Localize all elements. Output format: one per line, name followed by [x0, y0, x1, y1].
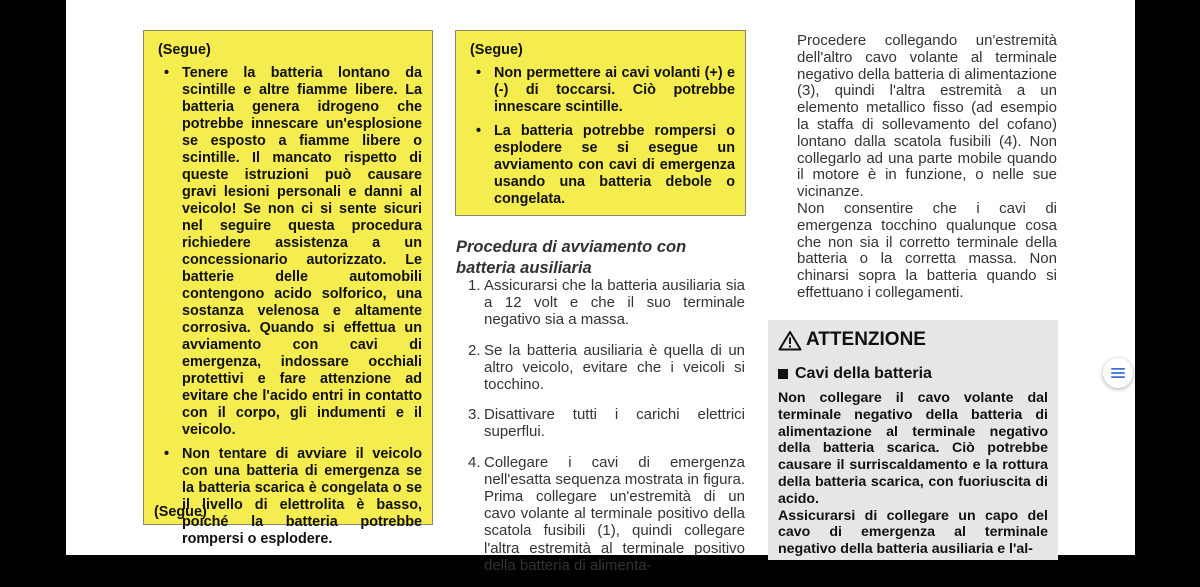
warning-list-2: [468, 65, 735, 208]
paragraph: Non consentire che i cavi di emergenza tocchino qualunque cosa che non sia il corretto terminale della batteria o la corretta massa. Non chinarsi sopra la batteria quando si effettuano i collegamenti.: [797, 199, 1057, 301]
attention-title-text: ATTENZIONE: [806, 329, 926, 350]
square-bullet-icon: [778, 369, 788, 379]
warning-box-2: [455, 30, 746, 216]
procedure-step: [468, 406, 745, 440]
step-text: Se la batteria ausiliaria è quella di un altro veicolo, evitare che i veicoli si tocchino.: [484, 341, 745, 394]
procedure-step: [468, 342, 745, 394]
step-number: 3.: [468, 406, 481, 424]
warning-item: • Tenere la batteria lontano da scintille e altre fiamme libere. La batteria genera idrogeno che potrebbe innescare un'esplosione se esposto a fiamme libere o scintille. Il mancato rispetto di queste istruzioni può causare gravi lesioni personali e danni al veicolo! Se non ci si sente sicuri nel seguire questa procedura richiedere assistenza a un concessionario autorizzato. Le batterie delle automobili contengono acido solforico, una sostanza velenosa e altamente corrosiva. Quando si effettua un avviamento con cavi di emergenza, indossare occhiali protettivi e fare attenzione ad evitare che l'acido entri in contatto con il corpo, gli indumenti e il veicolo.: [156, 65, 422, 439]
warning-item: • Non tentare di avviare il veicolo con una batteria di emergenza se la batteria scarica è congelata o se il livello di elettrolita è basso, poiché la batteria potrebbe rompersi o esplodere.: [156, 446, 422, 548]
procedure-step: [468, 277, 745, 329]
attention-subtitle-text: Cavi della batteria: [795, 365, 932, 382]
continued-label-top: (Segue): [158, 42, 211, 58]
step-number: 2.: [468, 341, 481, 359]
paragraph: Non collegare il cavo volante dal terminale negativo della batteria di alimentazione al terminale negativo della batteria scarica. Ciò potrebbe causare il surriscaldamento e la rottura della batteria scarica, con fuoriuscita di acido.: [778, 390, 1048, 507]
procedure-step: [468, 454, 745, 574]
step-text: Collegare i cavi di emergenza nell'esatta sequenza mostrata in figura. Prima collegare un'estremità di un cavo volante al terminale positivo della scatola fusibili (1), quindi collegare l'altra estremità al terminale positivo della batteria di alimenta-: [484, 453, 745, 574]
attention-subtitle: [778, 365, 1048, 383]
warning-item: • La batteria potrebbe rompersi o esplodere se si esegue un avviamento con cavi di emergenza usando una batteria debole o congelata.: [468, 123, 735, 208]
paragraph: Assicurarsi di collegare un capo del cavo di emergenza al terminale negativo della batteria ausiliaria e l'al-: [778, 507, 1048, 558]
continued-label-top: (Segue): [470, 42, 523, 58]
step-number: 1.: [468, 277, 481, 294]
step-number: 4.: [468, 453, 481, 471]
step-text: Disattivare tutti i carichi elettrici superflui.: [484, 406, 745, 441]
attention-box: [768, 320, 1058, 560]
document-page: [66, 0, 1135, 574]
table-of-contents-button[interactable]: [1103, 358, 1133, 388]
step-text: Assicurarsi che la batteria ausiliaria sia a 12 volt e che il suo terminale negativo sia a massa.: [484, 277, 745, 329]
warning-box-1: [143, 30, 433, 547]
continuation-text: [797, 33, 1057, 302]
procedure-steps: [468, 277, 745, 587]
table-of-contents-icon: [1111, 367, 1125, 379]
paragraph: Procedere collegando un'estremità dell'altro cavo volante al terminale negativo della batteria di alimentazione (3), quindi l'altra estremità a un elemento metallico fisso (ad esempio la staffa di sollevamento del cofano) lontano dalla scatola fusibili (4). Non collegarlo ad una parte mobile quando il motore è in funzione, o nelle sue vicinanze.: [797, 32, 1057, 201]
attention-title: [778, 329, 1048, 351]
warning-list-1: [156, 65, 422, 548]
attention-body: [778, 390, 1048, 558]
warning-triangle-icon: [778, 330, 802, 351]
continued-label-bottom: (Segue): [154, 504, 207, 520]
section-heading: Procedura di avviamento con batteria ausiliaria: [456, 238, 687, 277]
warning-item: • Non permettere ai cavi volanti (+) e (-) di toccarsi. Ciò potrebbe innescare scintille.: [468, 65, 735, 116]
